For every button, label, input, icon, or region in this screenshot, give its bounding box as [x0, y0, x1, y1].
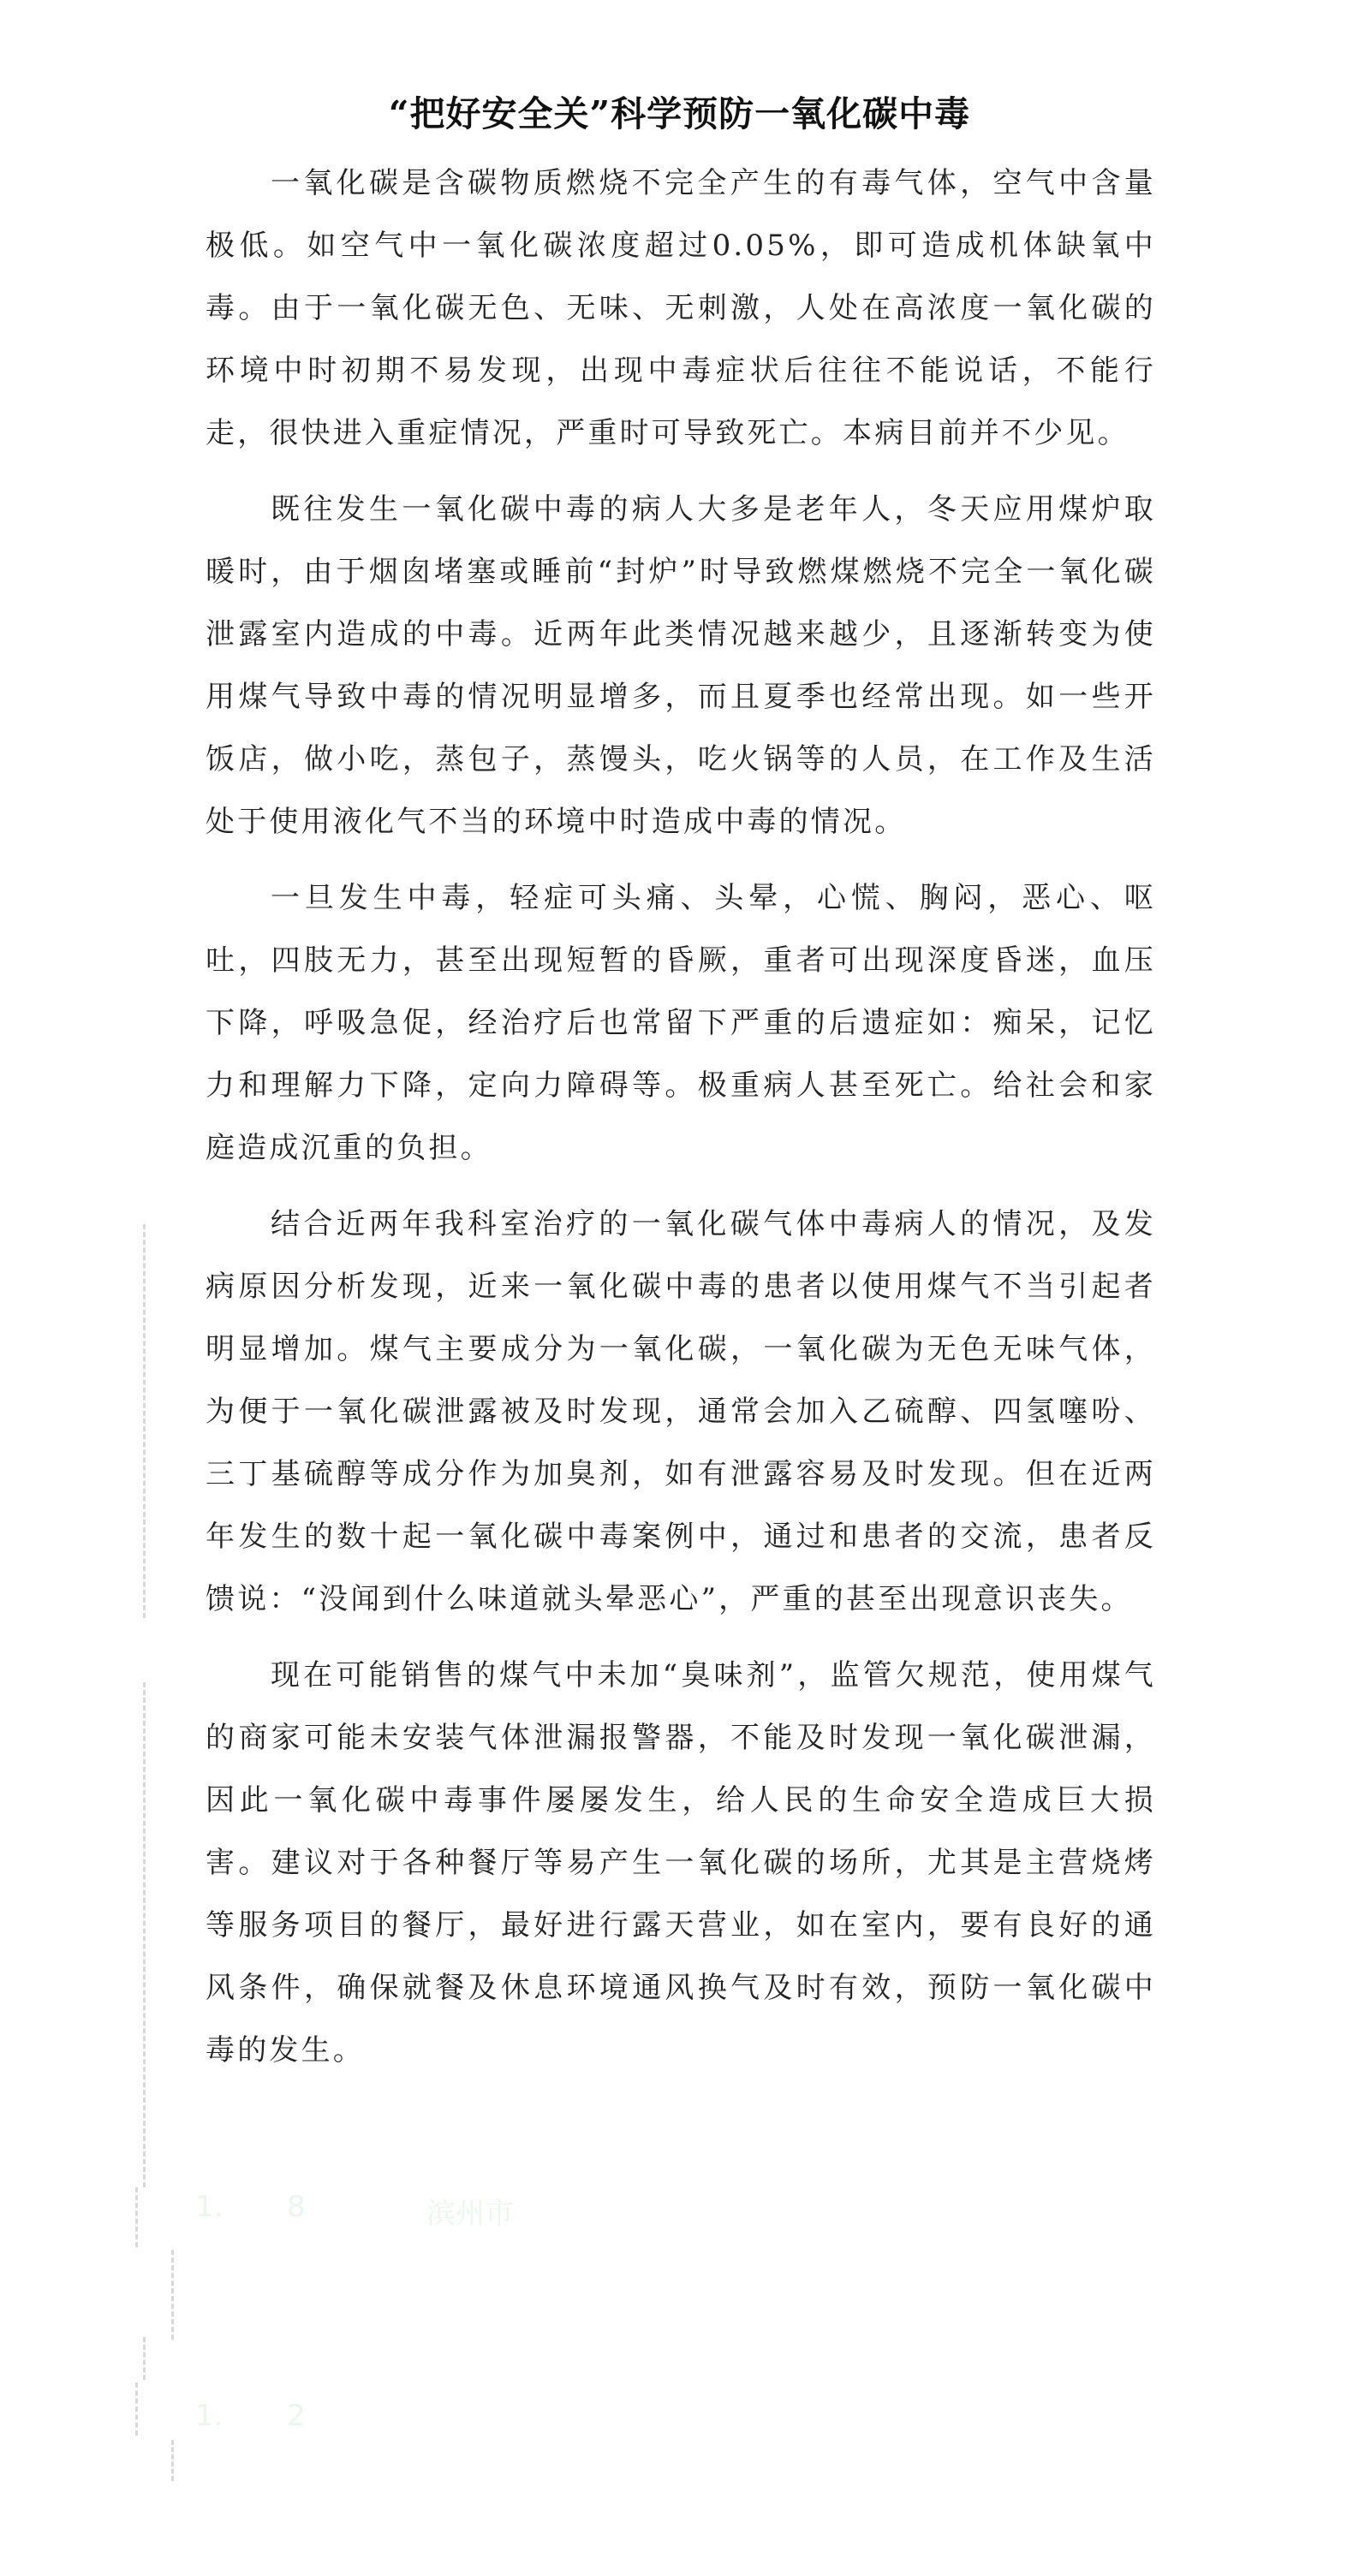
- faint-mark-1-right: 滨州市: [426, 2197, 514, 2231]
- page-title: “把好安全关”科学预防一氧化碳中毒: [388, 93, 971, 134]
- article-body: [206, 152, 1156, 2096]
- faint-mark-1-num: 8: [287, 2190, 306, 2224]
- margin-dash-marker: [135, 2187, 138, 2247]
- faint-mark-2-num: 2: [287, 2399, 306, 2433]
- paragraph-4: 结合近两年我科室治疗的一氧化碳气体中毒病人的情况，及发病原因分析发现，近来一氧化碳中毒的患者以使用煤气不当引起者明显增加。煤气主要成分为一氧化碳，一氧化碳为无色无味气体，为便于一氧化碳泄露被及时发现，通常会加入乙硫醇、四氢噻吩、三丁基硫醇等成分作为加臭剂，如有泄露容易及时发现。但在近两年发生的数十起一氧化碳中毒案例中，通过和患者的交流，患者反馈说：“没闻到什么味道就头晕恶心”，严重的甚至出现意识丧失。: [206, 1207, 1156, 1616]
- margin-dash-marker: [171, 2250, 174, 2340]
- faint-mark-2-left: 1.: [195, 2399, 224, 2433]
- paragraph-1: 一氧化碳是含碳物质燃烧不完全产生的有毒气体，空气中含量极低。如空气中一氧化碳浓度超过0.05%，即可造成机体缺氧中毒。由于一氧化碳无色、无味、无刺激，人处在高浓度一氧化碳的环境中时初期不易发现，出现中毒症状后往往不能说话，不能行走，很快进入重症情况，严重时可导致死亡。本病目前并不少见。: [206, 166, 1156, 450]
- margin-dash-marker: [143, 1224, 146, 1618]
- paragraph-2: 既往发生一氧化碳中毒的病人大多是老年人，冬天应用煤炉取暖时，由于烟囱堵塞或睡前“封炉”时导致燃煤燃烧不完全一氧化碳泄露室内造成的中毒。近两年此类情况越来越少，且逐渐转变为使用煤气导致中毒的情况明显增多，而且夏季也经常出现。如一些开饭店，做小吃，蒸包子，蒸馒头，吃火锅等的人员，在工作及生活处于使用液化气不当的环境中时造成中毒的情况。: [206, 492, 1156, 839]
- margin-dash-marker: [143, 1682, 146, 2187]
- faint-mark-1-left: 1.: [195, 2190, 224, 2224]
- margin-dash-marker: [143, 2337, 146, 2380]
- margin-dash-marker: [171, 2440, 174, 2481]
- paragraph-5: 现在可能销售的煤气中未加“臭味剂”，监管欠规范，使用煤气的商家可能未安装气体泄漏报警器，不能及时发现一氧化碳泄漏，因此一氧化碳中毒事件屡屡发生，给人民的生命安全造成巨大损害。建议对于各种餐厅等易产生一氧化碳的场所，尤其是主营烧烤等服务项目的餐厅，最好进行露天营业，如在室内，要有良好的通风条件，确保就餐及休息环境通风换气及时有效，预防一氧化碳中毒的发生。: [206, 1658, 1156, 2067]
- margin-dash-marker: [135, 2383, 138, 2436]
- paragraph-3: 一旦发生中毒，轻症可头痛、头晕，心慌、胸闷，恶心、呕吐，四肢无力，甚至出现短暂的昏厥，重者可出现深度昏迷，血压下降，呼吸急促，经治疗后也常留下严重的后遗症如：痴呆，记忆力和理解力下降，定向力障碍等。极重病人甚至死亡。给社会和家庭造成沉重的负担。: [206, 881, 1156, 1165]
